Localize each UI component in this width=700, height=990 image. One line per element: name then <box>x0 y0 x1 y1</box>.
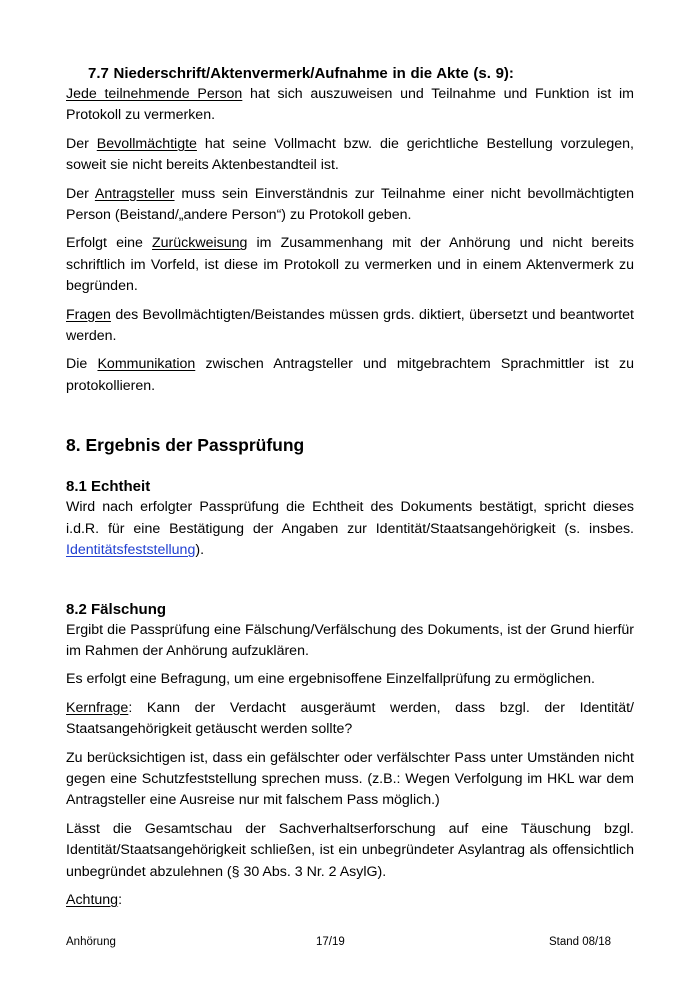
underlined-term: Zurückweisung <box>152 235 248 252</box>
underlined-term: Antragsteller <box>94 185 175 202</box>
footer-right: Stand 08/18 <box>548 936 611 948</box>
underlined-term: Bevollmächtigte <box>96 135 197 152</box>
paragraph: Der Antragsteller muss sein Einverständnis zur Teilnahme einer nicht bevollmächtigten Person (Beistand/„andere Person“) zu Protokoll geben. <box>66 185 634 224</box>
section-8-1-heading: 8.1 Echtheit <box>66 478 151 496</box>
paragraph: Zu berücksichtigen ist, dass ein gefälschter oder verfälschter Pass unter Umständen nicht gegen eine Schutzfeststellung sprechen muss. (z.B.: Wegen Verfolgung im HKL war dem Antragsteller eine Ausreise nur mit falschem Pass möglich.) <box>66 749 634 809</box>
paragraph: Erfolgt eine Zurückweisung im Zusammenhang mit der Anhörung und nicht bereits schriftlich im Vorfeld, ist diese im Protokoll zu vermerken und in einem Aktenvermerk zu begründen. <box>66 235 634 295</box>
identitaetsfeststellung-link[interactable]: Identitätsfeststellung <box>66 542 196 559</box>
paragraph: Es erfolgt eine Befragung, um eine ergebnisoffene Einzelfallprüfung zu ermöglichen. <box>66 671 595 688</box>
paragraph: Kernfrage: Kann der Verdacht ausgeräumt werden, dass bzgl. der Identität/ Staatsangehörigkeit getäuscht werden sollte? <box>66 699 634 738</box>
section-7-7-heading: 7.7 Niederschrift/Aktenvermerk/Aufnahme in die Akte (s. 9): <box>88 65 514 82</box>
footer-left: Anhörung <box>66 936 116 948</box>
document-body <box>66 56 634 911</box>
paragraph: Jede teilnehmende Person hat sich auszuweisen und Teilnahme und Funktion ist im Protokoll zu vermerken. <box>66 86 634 124</box>
page-number: 17/19 <box>316 936 345 948</box>
underlined-term: Achtung <box>66 891 119 908</box>
paragraph: Achtung: <box>66 891 123 908</box>
paragraph: Lässt die Gesamtschau der Sachverhaltserforschung auf eine Täuschung bzgl. Identität/Staatsangehörigkeit schließen, ist ein unbegründeter Asylantrag als offensichtlich unbegründet abzulehnen (§ 30 Abs. 3 Nr. 2 AsylG). <box>66 820 634 880</box>
section-8-2-heading: 8.2 Fälschung <box>66 600 167 618</box>
paragraph: Die Kommunikation zwischen Antragsteller und mitgebrachtem Sprachmittler ist zu protokollieren. <box>66 356 634 394</box>
underlined-term: Kommunikation <box>97 356 196 373</box>
section-8-heading: 8. Ergebnis der Passprüfung <box>66 435 305 456</box>
paragraph: Der Bevollmächtigte hat seine Vollmacht bzw. die gerichtliche Bestellung vorzulegen, soweit sie nicht bereits Aktenbestandteil ist. <box>66 135 634 174</box>
underlined-term: Kernfrage <box>66 699 129 716</box>
underlined-term: Jede teilnehmende Person <box>66 86 243 102</box>
paragraph: Ergibt die Passprüfung eine Fälschung/Verfälschung des Dokuments, ist der Grund hierfür im Rahmen der Anhörung aufzuklären. <box>66 621 634 659</box>
paragraph: Fragen des Bevollmächtigten/Beistandes müssen grds. diktiert, übersetzt und beantwortet werden. <box>66 306 634 345</box>
underlined-term: Fragen <box>66 306 111 323</box>
paragraph: Wird nach erfolgter Passprüfung die Echtheit des Dokuments bestätigt, spricht dieses i.d.R. für eine Bestätigung der Angaben zur Identität/Staatsangehörigkeit (s. insbes. Identitätsfeststellung). <box>66 499 634 559</box>
